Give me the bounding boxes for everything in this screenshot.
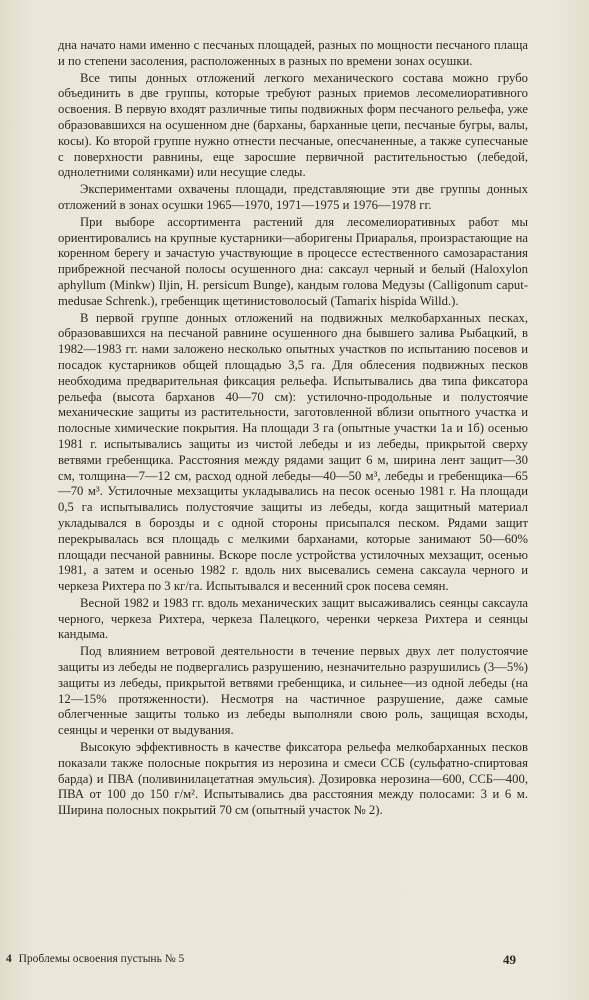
paragraph-7: Под влиянием ветровой деятельности в течение первых двух лет полустоячие защиты из лебеды не подвергались разрушению, незначительно разрушились (3—5%) защиты из лебеды, прикрытой ветвями гребенщика, и сильнее—из одной лебеды (на 12—15% протяженности). Несмотря на частичное разрушение, даже самые облегченные защиты только из лебеды выполняли свою роль, защищая всходы, сеянцы и черенки от выдувания. <box>58 644 528 738</box>
paragraph-6: Весной 1982 и 1983 гг. вдоль механических защит высаживались сеянцы саксаула черного, черкеза Рихтера, черкеза Палецкого, черенки черкеза Рихтера и сеянцы кандыма. <box>58 595 528 642</box>
paragraph-1: дна начато нами именно с песчаных площадей, разных по мощности песчаного плаща и по степени засоления, расположенных в разных по времени зонах осушки. <box>58 38 528 68</box>
page-footer <box>0 950 589 970</box>
page-number: 49 <box>503 952 516 967</box>
paragraph-5: В первой группе донных отложений на подвижных мелкобарханных песках, образовавшихся на песчаной равнине осушенного дна бывшего залива Рыбацкий, в 1982—1983 гг. нами заложено несколько опытных участков по испытанию посевов и посадок кустарников общей площадью 3,5 га. Для облесения подвижных песков необходима предварительная фиксация рельефа. Испытывались два типа фиксатора рельефа (высота барханов 40—70 см): устилочно-продольные и полустоячие механические защиты из растительности, заготовленной вблизи опытного участка и полосные химические покрытия. На площади 3 га (опытные участки 1а и 1б) осенью 1981 г. испытывались защиты из чистой лебеды и из лебеды, прикрытой сверху ветвями гребенщика. Расстояния между рядами защит 6 м, ширина лент защит—30 см, толщина—7—12 см, расход одной лебеды—40—50 м³, лебеды и гребенщика—65—70 м³. Устилочные мехзащиты укладывались на песок осенью 1981 г. На площади 0,5 га испытывались полустоячие защиты из лебеды, когда защитный материал укладывался в борозды и с одной стороны присыпался песком. Рядами защит перекрывалась вся площадь с мелкими барханами, которые занимают 50—60% площади песчаной равнины. Вскоре после устройства устилочных мехзащит, осенью 1981, а затем и осенью 1982 г. вдоль них высевались семена саксаула черного и черкеза Рихтера по 3 кг/га. Испытывался и весенний срок посева семян. <box>58 310 528 594</box>
paragraph-8: Высокую эффективность в качестве фиксатора рельефа мелкобарханных песков показали также полосные покрытия из нерозина и смеси ССБ (сульфатно-спиртовая барда) и ПВА (поливинилацетатная эмульсия). Дозировка нерозина—600, ССБ—400, ПВА от 100 до 150 г/м². Испытывались два расстояния между полосами: 3 и 6 м. Ширина полосных покрытий 70 см (опытный участок № 2). <box>58 740 528 818</box>
paragraph-2: Все типы донных отложений легкого механического состава можно грубо объединить в две группы, которые требуют разных приемов лесомелиоративного освоения. В первую входят различные типы подвижных форм песчаного рельефа, уже образовавшихся на осушенном дне (барханы, барханные цепи, песчаные бугры, валы, косы). Ко второй группе нужно отнести песчаные, опесчаненные, а также супесчаные с поверхности равнины, еще заросшие первичной растительностью (лебедой, однолетними солянками) или несущие следы. <box>58 70 528 180</box>
paragraph-3: Экспериментами охвачены площади, представляющие эти две группы донных отложений в зонах осушки 1965—1970, 1971—1975 и 1976—1978 гг. <box>58 182 528 212</box>
paragraph-4: При выборе ассортимента растений для лесомелиоративных работ мы ориентировались на крупные кустарники—аборигены Приаралья, произрастающие на коренном берегу и зачастую участвующие в процессе естественного самозарастания прибрежной песчаной полосы осушенного дна: саксаул черный и белый (Haloxylon aphyllum (Minkw) Iljin, H. persicum Bunge), кандым голова Медузы (Calligonum caput-medusae Schrenk.), гребенщик щетинистоволосый (Tamarix hispida Willd.). <box>58 214 528 308</box>
journal-title: Проблемы освоения пустынь № 5 <box>18 953 185 965</box>
body-text <box>58 38 528 820</box>
signature-number: 4 <box>6 953 12 965</box>
footer-signature <box>6 953 184 965</box>
